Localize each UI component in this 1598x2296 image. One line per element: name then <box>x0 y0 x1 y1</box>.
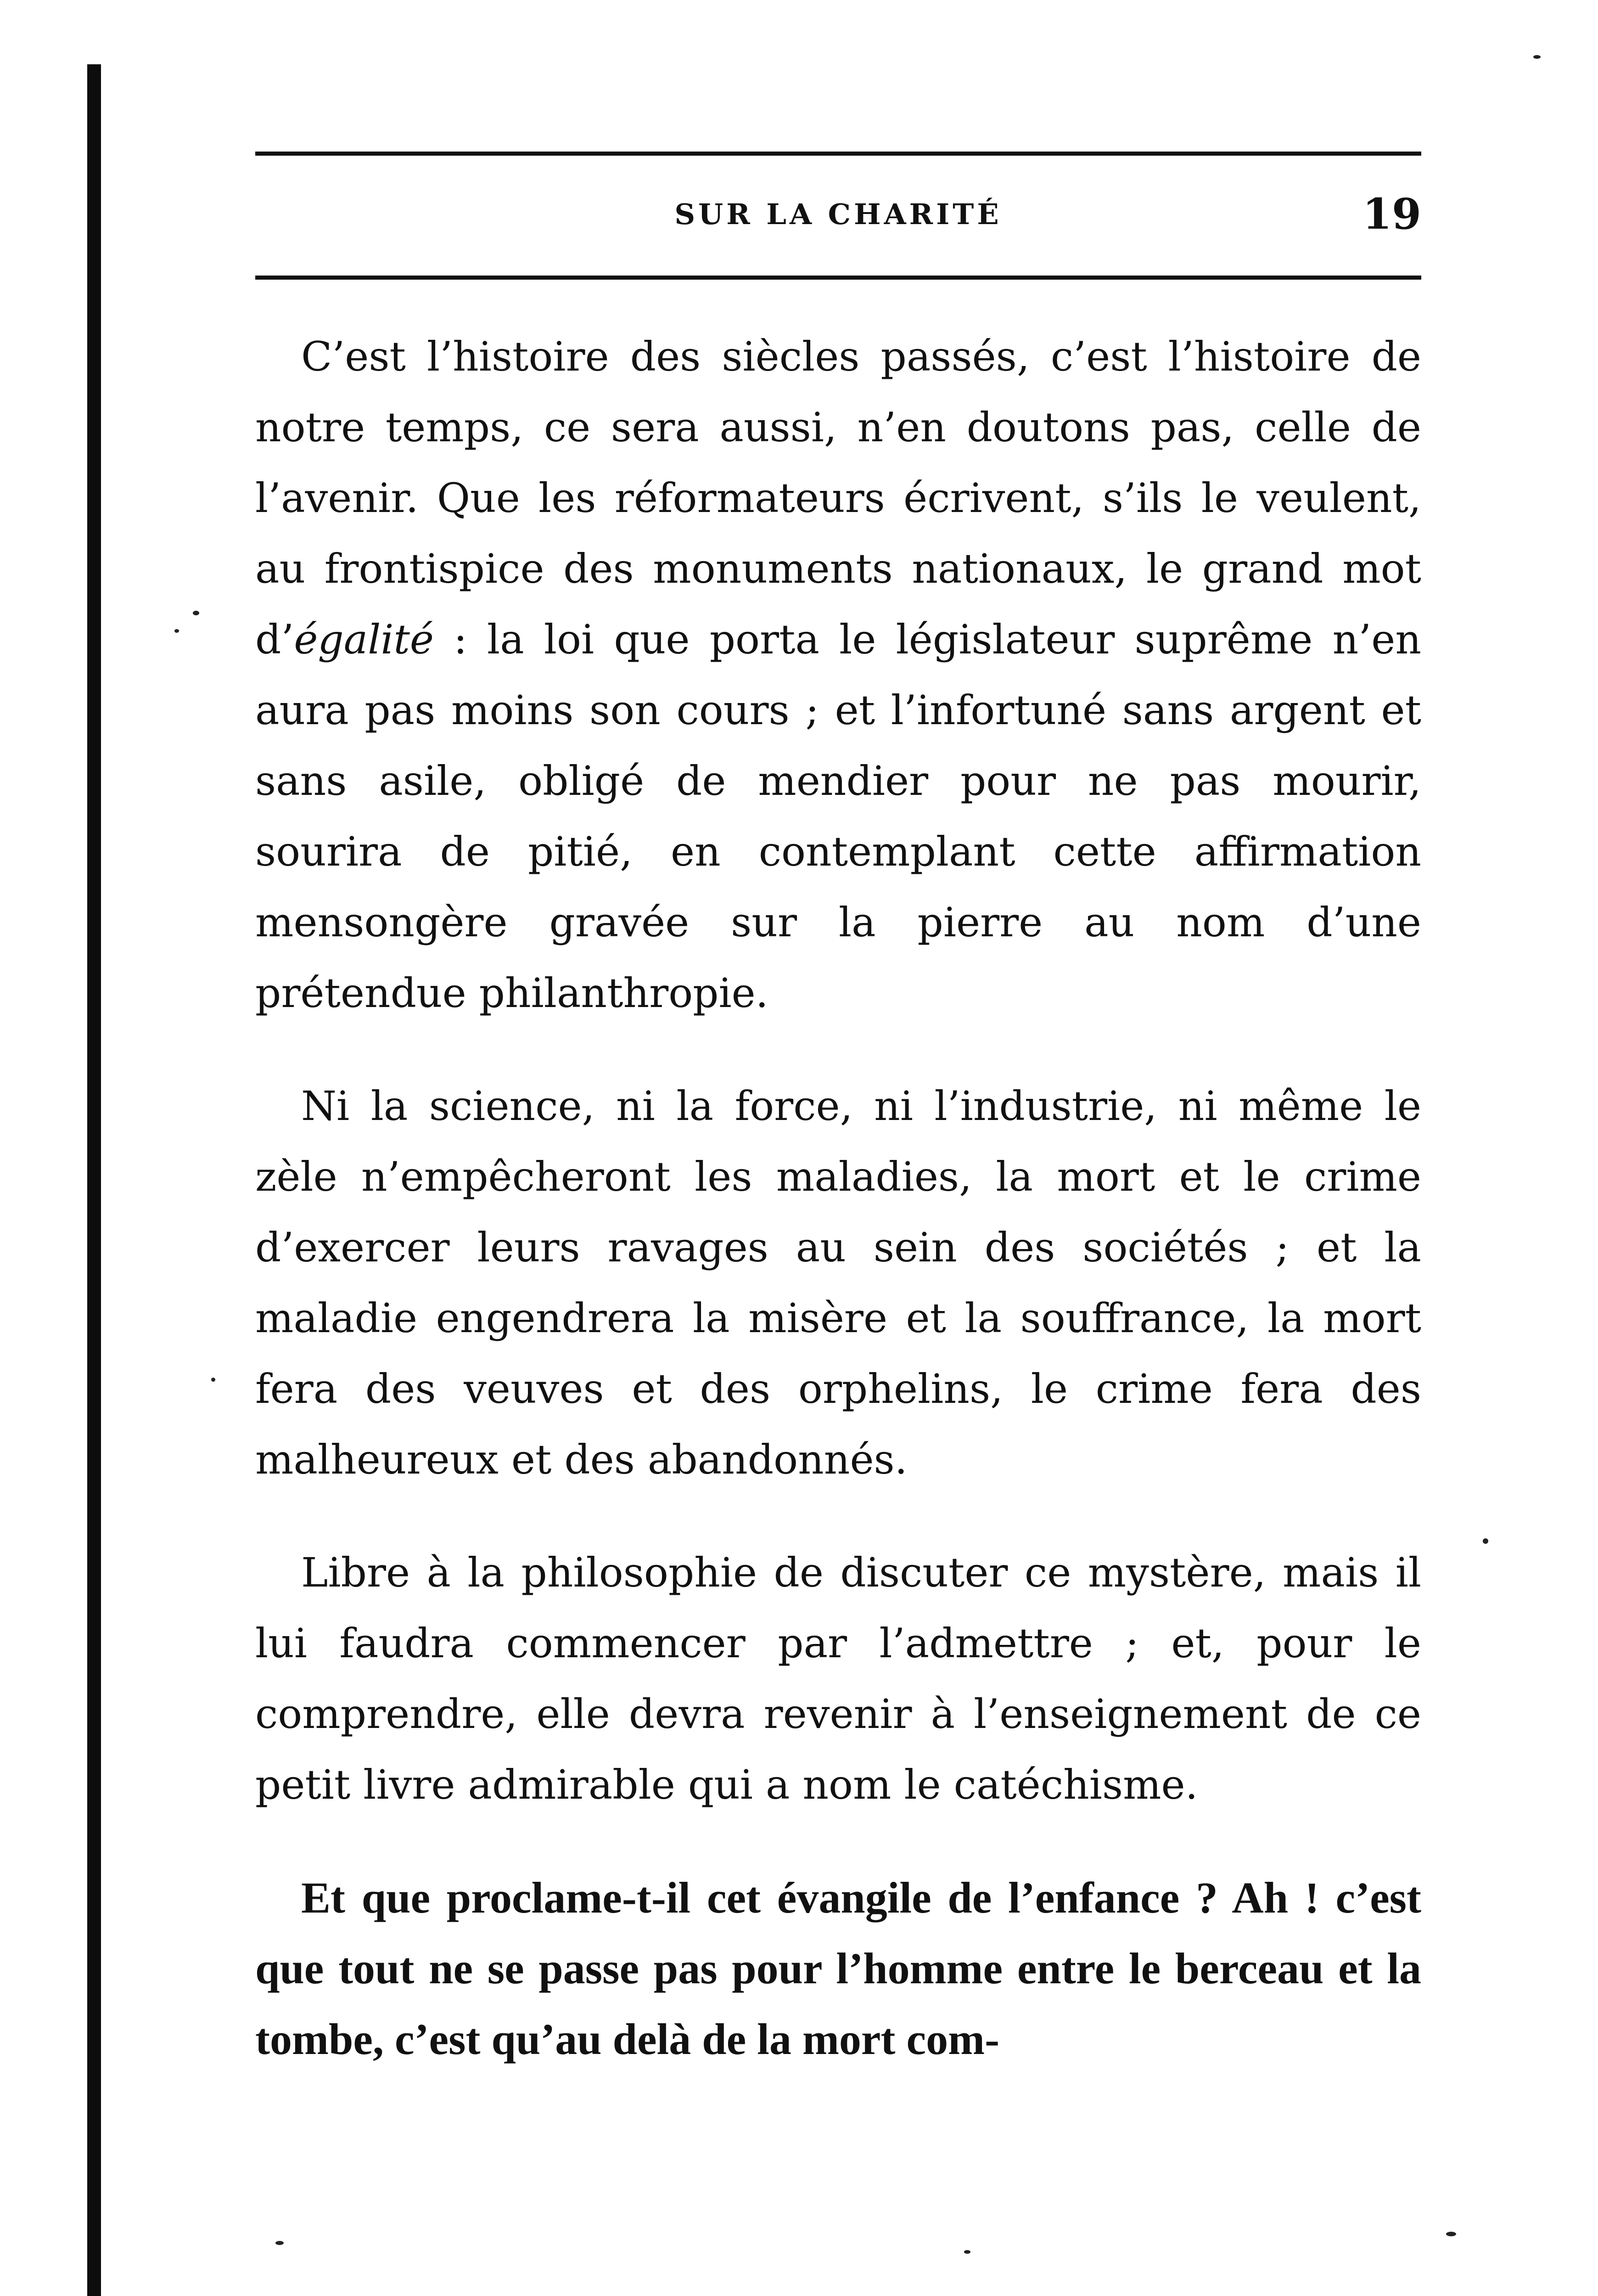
scan-speck <box>964 2250 970 2254</box>
body-text <box>255 321 1421 2117</box>
scan-speck <box>1446 2232 1456 2236</box>
scan-speck <box>174 629 179 633</box>
page-number: 19 <box>1362 189 1421 239</box>
paragraph-4: Et que proclame-t-il cet évangile de l’enfance ? Ah ! c’est que tout ne se passe pas pour l’homme entre le berceau et la tombe, c’est qu’au delà de la mort com- <box>255 1873 1421 2064</box>
scan-speck <box>211 1378 215 1382</box>
running-title: SUR LA CHARITÉ <box>674 197 1002 231</box>
paragraph-3: Libre à la philosophie de discuter ce mystère, mais il lui faudra commencer par l’admettre ; et, pour le comprendre, elle devra revenir à l’enseignement de ce petit livre admirable qui a nom le catéchisme. <box>255 1549 1421 1808</box>
header-rule-top <box>255 152 1421 156</box>
running-head <box>255 179 1421 257</box>
scan-speck <box>275 2241 284 2245</box>
paragraph-1 <box>255 321 1421 1029</box>
binding-edge <box>87 64 101 2296</box>
paragraph-2: Ni la science, ni la force, ni l’industrie, ni même le zèle n’empêcheront les maladies, la mort et le crime d’exercer leurs ravages au sein des sociétés ; et la maladie engendrera la misère et la souffrance, la mort fera des veuves et des orphelins, le crime fera des malheureux et des abandonnés. <box>255 1082 1421 1483</box>
header-rule-bottom <box>255 276 1421 280</box>
scan-speck <box>193 611 199 615</box>
paragraph-1-text-b: : la loi que porta le législateur suprême n’en aura pas moins son cours ; et l’infortuné sans argent et sans asile, obligé de mendier pour ne pas mourir, sourira de pitié, en contemplant cette affirmation mensongère gravée sur la pierre au nom d’une prétendue philanthropie. <box>255 616 1421 1017</box>
paragraph-1-italic-word: égalité <box>294 616 434 663</box>
paragraph-1-text-a: C’est l’histoire des siècles passés, c’est l’histoire de notre temps, ce sera aussi, n’en doutons pas, celle de l’avenir. Que les réformateurs écrivent, s’ils le veulent, au frontispice des monuments nationaux, le grand mot d’ <box>255 333 1421 663</box>
scan-speck <box>1533 55 1541 59</box>
scan-speck <box>1483 1538 1488 1544</box>
